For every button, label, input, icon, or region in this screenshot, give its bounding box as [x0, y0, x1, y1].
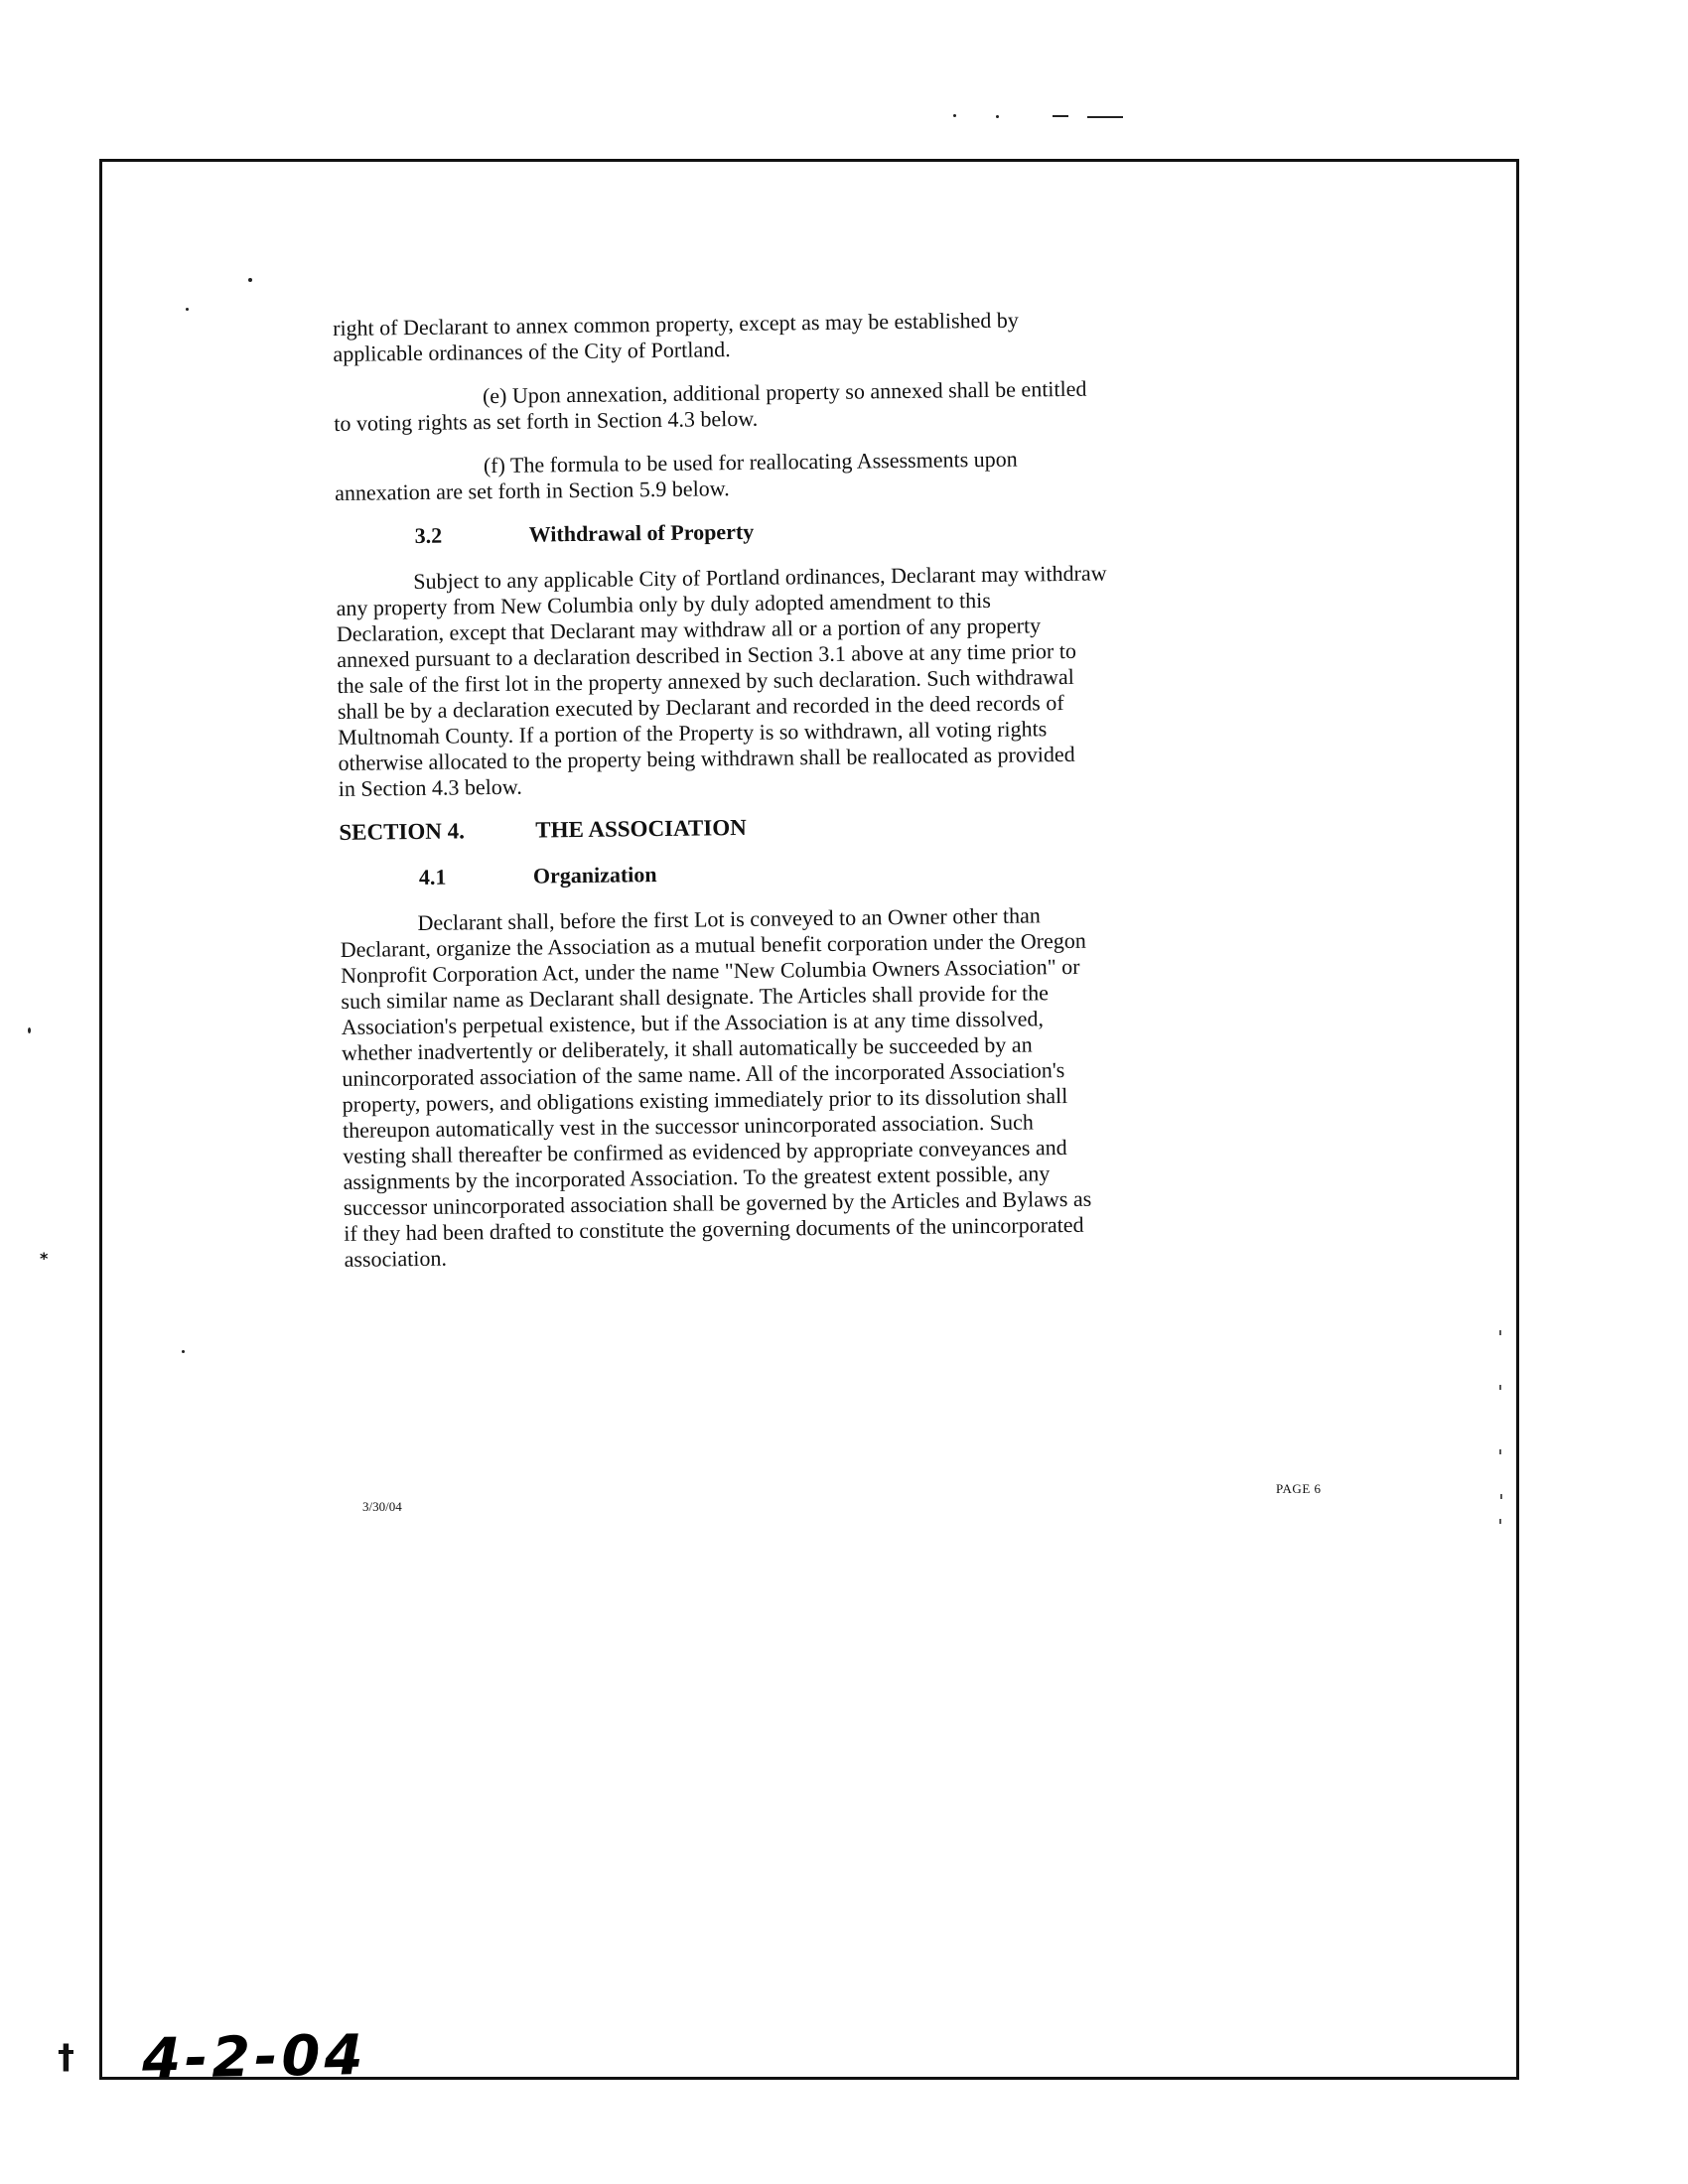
paragraph-withdrawal: Subject to any applicable City of Portland ordinances, Declarant may withdraw any property from New Columbia only by duly adopted amendment to this Declaration, except that Declarant may withdraw all or a portion of any property annexed pursuant to a declaration described in Section 3.1 above at any time prior to the sale of the first lot in the property annexed by such declaration. Such withdrawal shall be by a declaration executed by Declarant and recorded in the deed records of Multnomah County. If a portion of the Property is so withdrawn, all voting rights otherwise allocated to the property being withdrawn shall be reallocated as provided in Section 4.3 below.: [336, 560, 1107, 801]
margin-asterisk-mark: *: [40, 1249, 49, 1268]
scan-artifact-top-dash: [1053, 115, 1068, 117]
handwritten-date: 4-2-04: [141, 2023, 367, 2092]
heading-section-4: [339, 808, 1312, 846]
list-item-e: (e) Upon annexation, additional property so annexed shall be entitled to voting rights as set forth in Section 4.3 below.: [334, 375, 1087, 436]
section-number: 4.1: [418, 864, 447, 889]
section-number: SECTION 4.: [339, 818, 466, 845]
heading-section-3-2: [336, 512, 1309, 550]
paragraph-organization: Declarant shall, before the first Lot is conveyed to an Owner other than Declarant, organize the Association as a mutual benefit corporation under the Oregon Nonprofit Corporation Act, under the name "New Columbia Owners Association" or such similar name as Declarant shall designate. The Articles shall provide for the Association's perpetual existence, but if the Association is at any time dissolved, whether inadvertently or deliberately, it shall automatically be succeeded by an unincorporated association of the same name. All of the incorporated Association's property, powers, and obligations existing immediately prior to its dissolution shall thereupon automatically vest in the successor unincorporated association. Such vesting shall thereafter be confirmed as evidenced by appropriate conveyances and assignments by the incorporated Association. To the greatest extent possible, any successor unincorporated association shall be governed by the Articles and Bylaws as if they had been drafted to constitute the governing documents of the unincorporated association.: [340, 902, 1092, 1272]
section-number: 3.2: [414, 522, 443, 549]
paragraph-annex-rights: right of Declarant to annex common property, except as may be established by applicable ordinances of the City of Portland.: [333, 307, 1019, 366]
section-title: Organization: [532, 862, 657, 888]
scan-artifact-dot: [28, 1027, 31, 1033]
heading-section-4-1: [340, 854, 1313, 891]
section-title: Withdrawal of Property: [528, 518, 755, 547]
document-body: [333, 304, 1318, 1291]
list-item-f: (f) The formula to be used for reallocating Assessments upon annexation are set forth in Section 5.9 below.: [335, 446, 1018, 505]
scan-artifact-top-line: [1087, 116, 1123, 118]
scan-artifact-dot: [996, 115, 999, 118]
scan-artifact-dot: [953, 114, 956, 117]
margin-cross-mark: †: [58, 2037, 74, 2077]
footer-date: 3/30/04: [362, 1499, 402, 1514]
section-title: THE ASSOCIATION: [535, 814, 747, 843]
page-number: PAGE 6: [1276, 1481, 1322, 1496]
